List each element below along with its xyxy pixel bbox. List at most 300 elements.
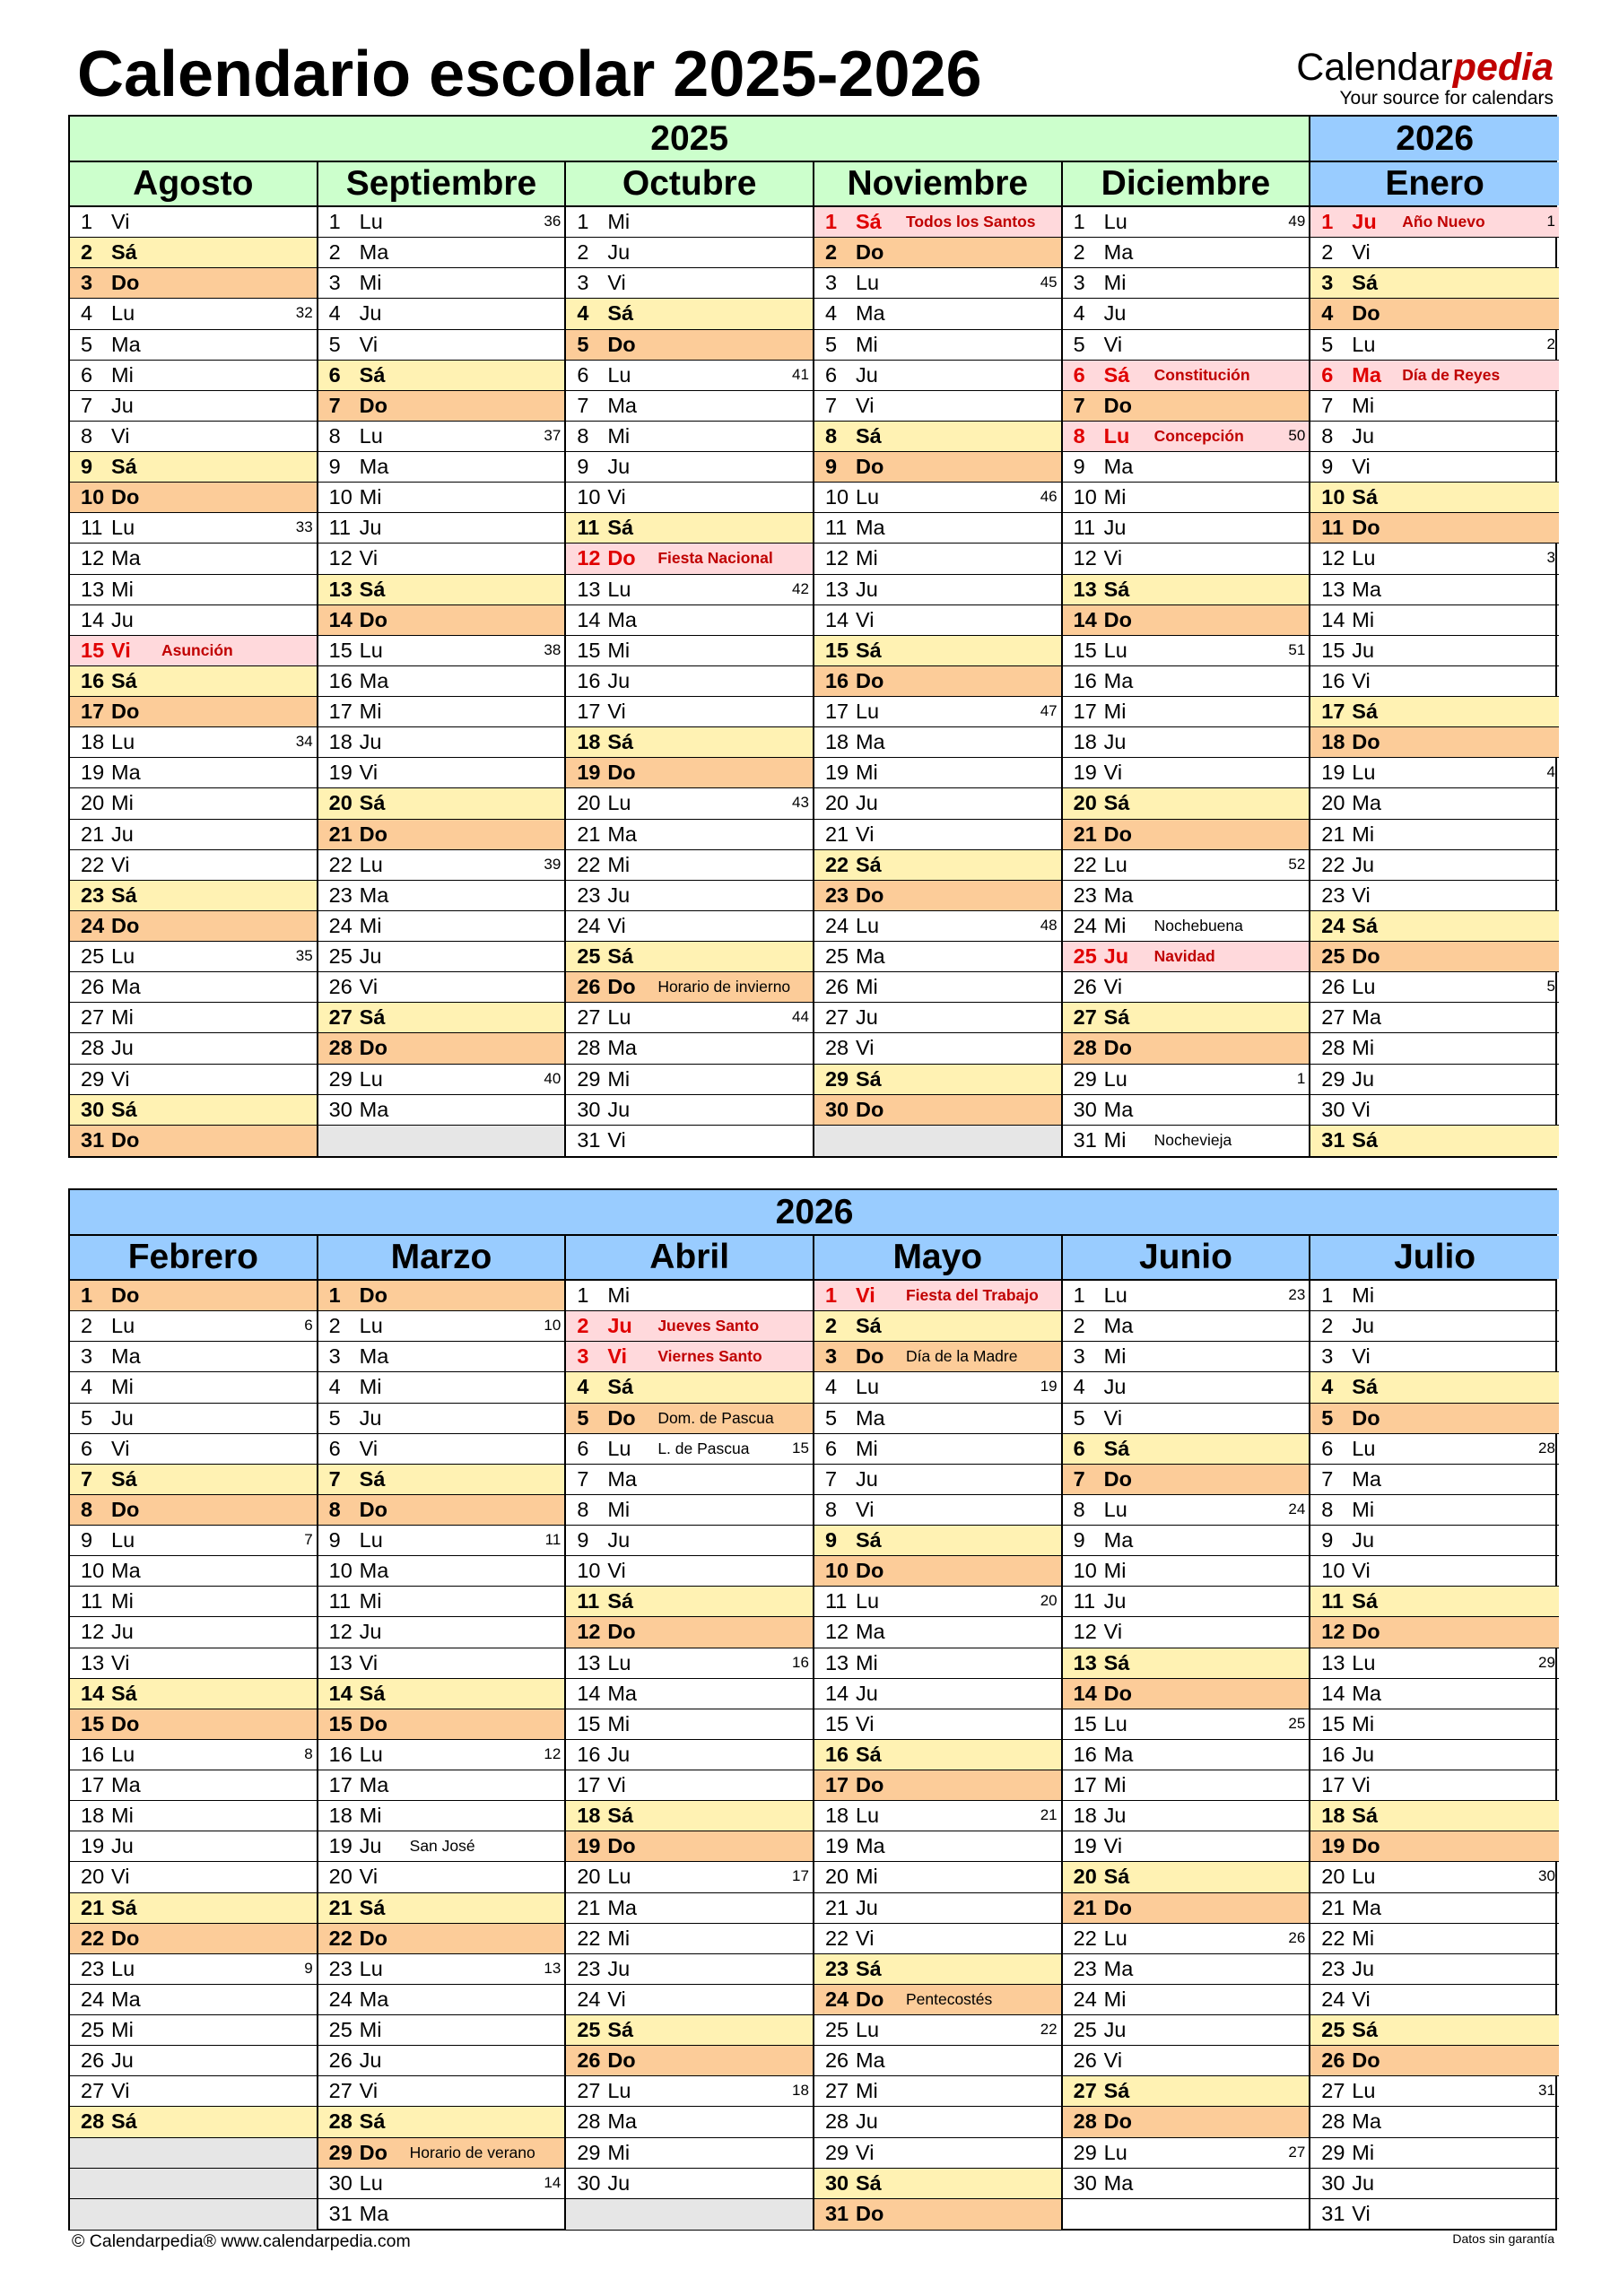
day-cell	[1310, 238, 1559, 268]
day-number: 25	[1321, 2018, 1345, 2041]
day-name: Vi	[1103, 2048, 1123, 2073]
day-number: 27	[1321, 1005, 1345, 1030]
day-cell	[566, 2076, 813, 2107]
day-cell	[566, 1003, 813, 1033]
day-number: 28	[1321, 1036, 1345, 1060]
day-cell	[318, 299, 565, 329]
day-name: Lu	[359, 638, 383, 662]
footer-copyright: © Calendarpedia® www.calendarpedia.com	[72, 2231, 411, 2251]
day-cell	[1310, 544, 1559, 574]
day-number: 24	[81, 913, 105, 937]
day-cell	[566, 1740, 813, 1770]
day-number: 17	[328, 1773, 353, 1796]
day-cell	[566, 299, 813, 329]
day-cell	[70, 238, 317, 268]
day-cell	[814, 605, 1061, 636]
day-cell	[814, 1065, 1061, 1095]
day-number: 2	[1073, 240, 1085, 265]
day-name: Do	[359, 607, 387, 631]
day-name: Do	[1352, 516, 1380, 540]
day-cell	[70, 666, 317, 697]
day-name: Ju	[855, 362, 878, 387]
day-name: Vi	[855, 1283, 875, 1307]
day-cell	[1063, 727, 1310, 758]
day-number: 16	[328, 668, 353, 692]
day-cell	[1310, 881, 1559, 911]
day-cell	[566, 513, 813, 544]
day-name: Ju	[111, 607, 134, 631]
day-cell	[70, 422, 317, 452]
day-cell	[70, 1954, 317, 1985]
day-name: Ju	[855, 2109, 878, 2134]
day-name: Do	[607, 2048, 636, 2073]
day-cell	[566, 1342, 813, 1372]
day-cell	[70, 820, 317, 850]
day-number: 26	[81, 2048, 105, 2073]
day-cell	[1310, 575, 1559, 605]
day-name: Do	[111, 700, 140, 723]
day-number: 14	[824, 1681, 849, 1705]
day-name: Do	[607, 332, 636, 356]
day-name: Mi	[111, 577, 134, 601]
day-name: Do	[855, 883, 884, 907]
day-cell	[1310, 1770, 1559, 1801]
day-name: Ma	[111, 1344, 141, 1369]
day-name: Vi	[607, 1559, 626, 1583]
day-name: Mi	[607, 210, 631, 233]
day-name: Mi	[1103, 913, 1127, 937]
day-name: Ma	[1352, 1895, 1381, 1919]
day-name: Ju	[359, 1834, 382, 1858]
day-cell	[1063, 788, 1310, 819]
day-cell	[70, 1985, 317, 2015]
day-number: 6	[1073, 1436, 1085, 1460]
day-cell	[1310, 911, 1559, 942]
day-name: Ju	[607, 668, 631, 692]
day-number: 1	[1073, 210, 1085, 233]
day-cell	[566, 1801, 813, 1831]
day-name: Ma	[111, 975, 141, 999]
day-cell	[1310, 452, 1559, 483]
day-number: 10	[81, 485, 105, 509]
day-cell	[566, 361, 813, 391]
day-cell	[1063, 2046, 1310, 2076]
week-number: 2	[1546, 335, 1555, 352]
empty-cell	[814, 1126, 1061, 1156]
day-cell	[814, 1311, 1061, 1342]
day-number: 28	[1073, 2109, 1097, 2134]
day-number: 5	[824, 1405, 838, 1430]
day-number: 12	[1073, 546, 1097, 570]
day-cell	[814, 942, 1061, 972]
day-number: 11	[1321, 1589, 1345, 1613]
day-cell	[318, 1465, 565, 1495]
day-number: 13	[824, 577, 849, 601]
week-number: 47	[1040, 702, 1058, 719]
day-name: Mi	[1352, 393, 1375, 417]
day-name: Lu	[111, 1314, 135, 1338]
day-cell	[1310, 1311, 1559, 1342]
day-name: Lu	[359, 1742, 383, 1766]
day-number: 28	[81, 1036, 105, 1060]
day-number: 8	[328, 1497, 341, 1521]
day-cell	[1063, 1495, 1310, 1526]
day-name: Ma	[111, 1559, 141, 1583]
page-title: Calendario escolar 2025-2026	[77, 39, 982, 110]
day-cell	[1063, 513, 1310, 544]
day-number: 25	[824, 2018, 849, 2041]
day-number: 5	[577, 1405, 589, 1430]
day-number: 11	[1073, 516, 1096, 540]
day-name: Do	[359, 1036, 387, 1060]
day-cell	[566, 1311, 813, 1342]
day-number: 6	[81, 1436, 93, 1460]
day-cell	[318, 544, 565, 574]
day-number: 16	[328, 1742, 353, 1766]
day-cell	[566, 1526, 813, 1556]
calendar-block-2	[68, 1188, 1557, 2231]
day-number: 20	[81, 1865, 105, 1889]
day-cell	[566, 330, 813, 361]
day-number: 4	[1321, 301, 1334, 326]
day-name: Ma	[111, 1773, 141, 1796]
day-number: 23	[577, 883, 601, 907]
day-number: 25	[81, 944, 105, 968]
day-name: Mi	[111, 1589, 134, 1613]
day-name: Sá	[359, 362, 386, 387]
day-cell	[1310, 1709, 1559, 1740]
day-number: 22	[824, 852, 849, 876]
day-name: Vi	[359, 975, 379, 999]
day-number: 26	[1321, 975, 1345, 999]
day-cell	[814, 788, 1061, 819]
day-name: Mi	[111, 362, 134, 387]
day-cell	[566, 2138, 813, 2169]
day-name: Vi	[607, 1344, 628, 1369]
day-cell	[318, 850, 565, 881]
day-cell	[1310, 1372, 1559, 1403]
day-cell	[1063, 605, 1310, 636]
day-name: Mi	[359, 700, 382, 723]
day-name: Sá	[607, 1589, 634, 1613]
day-name: Mi	[111, 791, 134, 815]
day-number: 20	[1073, 1865, 1097, 1889]
day-name: Vi	[1103, 761, 1123, 785]
day-cell	[814, 1740, 1061, 1770]
holiday-label: Viernes Santo	[657, 1347, 762, 1366]
day-cell	[814, 575, 1061, 605]
day-cell	[318, 2199, 565, 2230]
day-cell	[318, 1095, 565, 1126]
day-name: Vi	[359, 1436, 379, 1460]
day-name: Mi	[1103, 1127, 1127, 1152]
day-cell	[70, 2076, 317, 2107]
day-name: Lu	[855, 1589, 880, 1613]
day-cell	[70, 575, 317, 605]
day-number: 5	[81, 332, 93, 356]
day-cell	[566, 1434, 813, 1465]
month-column-junio	[1063, 1281, 1311, 2230]
day-number: 20	[824, 791, 849, 815]
day-number: 15	[1073, 638, 1097, 662]
day-name: Do	[855, 455, 884, 478]
day-number: 6	[577, 1436, 589, 1460]
week-number: 29	[1538, 1653, 1555, 1671]
day-cell	[318, 391, 565, 422]
day-name: Ju	[1352, 210, 1377, 233]
day-name: Lu	[359, 1066, 383, 1091]
day-number: 19	[577, 1834, 601, 1858]
day-number: 10	[1073, 1559, 1097, 1583]
event-label: San José	[409, 1837, 475, 1856]
day-cell	[1063, 820, 1310, 850]
day-number: 3	[1321, 271, 1334, 295]
day-number: 27	[1073, 2079, 1097, 2103]
day-number: 18	[577, 1804, 601, 1828]
week-number: 33	[295, 518, 313, 536]
day-number: 19	[1073, 761, 1097, 785]
week-number: 32	[295, 304, 313, 322]
day-name: Ju	[607, 1528, 631, 1552]
day-cell	[70, 207, 317, 238]
day-name: Do	[359, 1711, 387, 1735]
day-cell	[318, 636, 565, 666]
day-number: 23	[81, 883, 105, 907]
day-cell	[1063, 330, 1310, 361]
day-name: Ma	[855, 2048, 885, 2073]
day-number: 22	[328, 852, 353, 876]
day-number: 7	[1073, 1466, 1085, 1491]
day-number: 28	[824, 1036, 849, 1060]
day-name: Vi	[1103, 975, 1123, 999]
day-name: Ma	[1352, 1681, 1381, 1705]
day-cell	[814, 1095, 1061, 1126]
day-name: Sá	[1352, 271, 1379, 295]
week-number: 28	[1538, 1439, 1555, 1457]
week-number: 49	[1288, 213, 1306, 230]
day-number: 27	[328, 2079, 353, 2103]
day-name: Mi	[111, 1804, 134, 1828]
day-cell	[1063, 1709, 1310, 1740]
day-name: Do	[1103, 1036, 1132, 1060]
day-cell	[814, 2076, 1061, 2107]
day-cell	[1310, 1495, 1559, 1526]
day-name: Ma	[359, 240, 389, 265]
day-number: 20	[328, 1865, 353, 1889]
day-cell	[814, 1831, 1061, 1862]
day-name: Vi	[855, 1926, 875, 1950]
day-cell	[566, 2015, 813, 2046]
day-cell	[1310, 1033, 1559, 1064]
day-name: Do	[359, 822, 387, 846]
day-number: 30	[328, 2170, 353, 2195]
month-header-abril: Abril	[566, 1236, 814, 1279]
day-name: Vi	[855, 1036, 875, 1060]
day-number: 22	[1073, 852, 1097, 876]
day-cell	[70, 605, 317, 636]
day-name: Lu	[1103, 1497, 1127, 1521]
day-cell	[1310, 972, 1559, 1003]
day-cell	[318, 881, 565, 911]
empty-cell	[1063, 2199, 1310, 2230]
day-cell	[318, 1862, 565, 1892]
day-number: 3	[328, 271, 341, 295]
day-cell	[814, 1342, 1061, 1372]
day-number: 3	[1073, 271, 1085, 295]
day-number: 6	[328, 362, 341, 387]
day-number: 12	[577, 1620, 601, 1644]
day-number: 5	[577, 332, 589, 356]
week-number: 26	[1288, 1928, 1306, 1946]
day-number: 2	[824, 240, 838, 265]
day-cell	[814, 2046, 1061, 2076]
day-number: 18	[824, 1804, 849, 1828]
day-name: Ma	[607, 1466, 637, 1491]
day-name: Vi	[1352, 883, 1371, 907]
day-name: Do	[607, 1834, 636, 1858]
day-name: Vi	[1352, 240, 1371, 265]
day-number: 9	[577, 1528, 589, 1552]
day-number: 1	[328, 210, 341, 233]
day-cell	[814, 207, 1061, 238]
day-number: 8	[1073, 423, 1085, 448]
day-number: 9	[1073, 455, 1085, 478]
event-label: Día de la Madre	[905, 1347, 1018, 1366]
day-name: Sá	[855, 1066, 882, 1091]
day-name: Lu	[607, 1865, 631, 1889]
day-cell	[566, 788, 813, 819]
day-number: 4	[328, 1375, 341, 1399]
month-header-octubre: Octubre	[566, 162, 814, 205]
day-number: 22	[328, 1926, 353, 1950]
month-header-febrero: Febrero	[70, 1236, 318, 1279]
day-name: Sá	[111, 240, 137, 265]
day-name: Sá	[855, 1314, 882, 1338]
day-cell	[70, 881, 317, 911]
day-cell	[1063, 1281, 1310, 1311]
day-cell	[566, 1095, 813, 1126]
day-cell	[70, 1495, 317, 1526]
day-number: 27	[81, 1005, 105, 1030]
day-cell	[814, 1281, 1061, 1311]
day-number: 8	[824, 1497, 838, 1521]
day-cell	[70, 1033, 317, 1064]
day-number: 23	[824, 1956, 849, 1980]
day-number: 24	[824, 1987, 849, 2011]
day-name: Lu	[359, 2170, 383, 2195]
day-number: 22	[81, 852, 105, 876]
week-number: 4	[1546, 763, 1555, 781]
day-cell	[1063, 1404, 1310, 1434]
day-cell	[566, 727, 813, 758]
day-cell	[566, 1985, 813, 2015]
day-cell	[318, 422, 565, 452]
day-number: 16	[1321, 668, 1345, 692]
empty-cell	[70, 2138, 317, 2169]
day-number: 10	[577, 1559, 601, 1583]
day-name: Ju	[111, 1834, 134, 1858]
day-name: Lu	[1352, 546, 1376, 570]
day-cell	[70, 1372, 317, 1403]
day-cell	[566, 850, 813, 881]
day-number: 10	[328, 1559, 353, 1583]
day-name: Ma	[1103, 1528, 1134, 1552]
month-header-diciembre: Diciembre	[1063, 162, 1311, 205]
day-number: 22	[81, 1926, 105, 1950]
day-name: Ju	[359, 301, 382, 326]
day-number: 16	[81, 1742, 105, 1766]
month-header-enero: Enero	[1310, 162, 1559, 205]
day-cell	[318, 1831, 565, 1862]
day-number: 14	[1321, 1681, 1345, 1705]
day-number: 18	[1321, 730, 1345, 754]
day-number: 15	[81, 1711, 105, 1735]
day-name: Vi	[1352, 1559, 1371, 1583]
day-number: 17	[81, 700, 105, 723]
day-number: 18	[1073, 730, 1097, 754]
day-cell	[814, 881, 1061, 911]
day-name: Do	[1352, 301, 1380, 326]
brand-logo[interactable]	[1296, 47, 1554, 109]
day-cell	[70, 1831, 317, 1862]
day-cell	[70, 972, 317, 1003]
day-name: Vi	[1103, 1405, 1123, 1430]
day-cell	[1310, 422, 1559, 452]
day-name: Vi	[1103, 332, 1123, 356]
day-number: 9	[328, 455, 341, 478]
day-cell	[566, 1770, 813, 1801]
day-cell	[566, 1281, 813, 1311]
day-number: 2	[328, 1314, 341, 1338]
day-number: 31	[1321, 1127, 1345, 1152]
day-name: Lu	[111, 1528, 135, 1552]
day-cell	[318, 942, 565, 972]
day-name: Vi	[111, 638, 131, 662]
day-cell	[566, 268, 813, 299]
day-cell	[1310, 850, 1559, 881]
day-cell	[1310, 2015, 1559, 2046]
day-name: Mi	[855, 1650, 878, 1674]
day-cell	[814, 1985, 1061, 2015]
day-number: 22	[577, 852, 601, 876]
day-cell	[1310, 2046, 1559, 2076]
day-name: Lu	[855, 1804, 880, 1828]
brand-name	[1296, 47, 1554, 88]
day-cell	[566, 666, 813, 697]
day-name: Do	[1103, 2109, 1132, 2134]
month-header-row	[70, 162, 1555, 207]
day-number: 10	[824, 1559, 849, 1583]
day-name: Vi	[1103, 1834, 1123, 1858]
day-cell	[70, 727, 317, 758]
day-number: 21	[328, 1895, 353, 1919]
day-cell	[318, 452, 565, 483]
day-cell	[70, 452, 317, 483]
day-number: 8	[81, 423, 93, 448]
day-name: Vi	[359, 2079, 379, 2103]
day-number: 30	[1321, 2170, 1345, 2195]
day-cell	[1310, 391, 1559, 422]
day-number: 28	[328, 1036, 353, 1060]
day-name: Do	[1352, 1620, 1380, 1644]
day-name: Sá	[1103, 1436, 1130, 1460]
day-name: Ma	[111, 761, 141, 785]
day-number: 2	[577, 240, 589, 265]
day-name: Ma	[111, 1987, 141, 2011]
day-cell	[566, 207, 813, 238]
day-name: Vi	[855, 393, 875, 417]
day-cell	[1310, 1556, 1559, 1587]
